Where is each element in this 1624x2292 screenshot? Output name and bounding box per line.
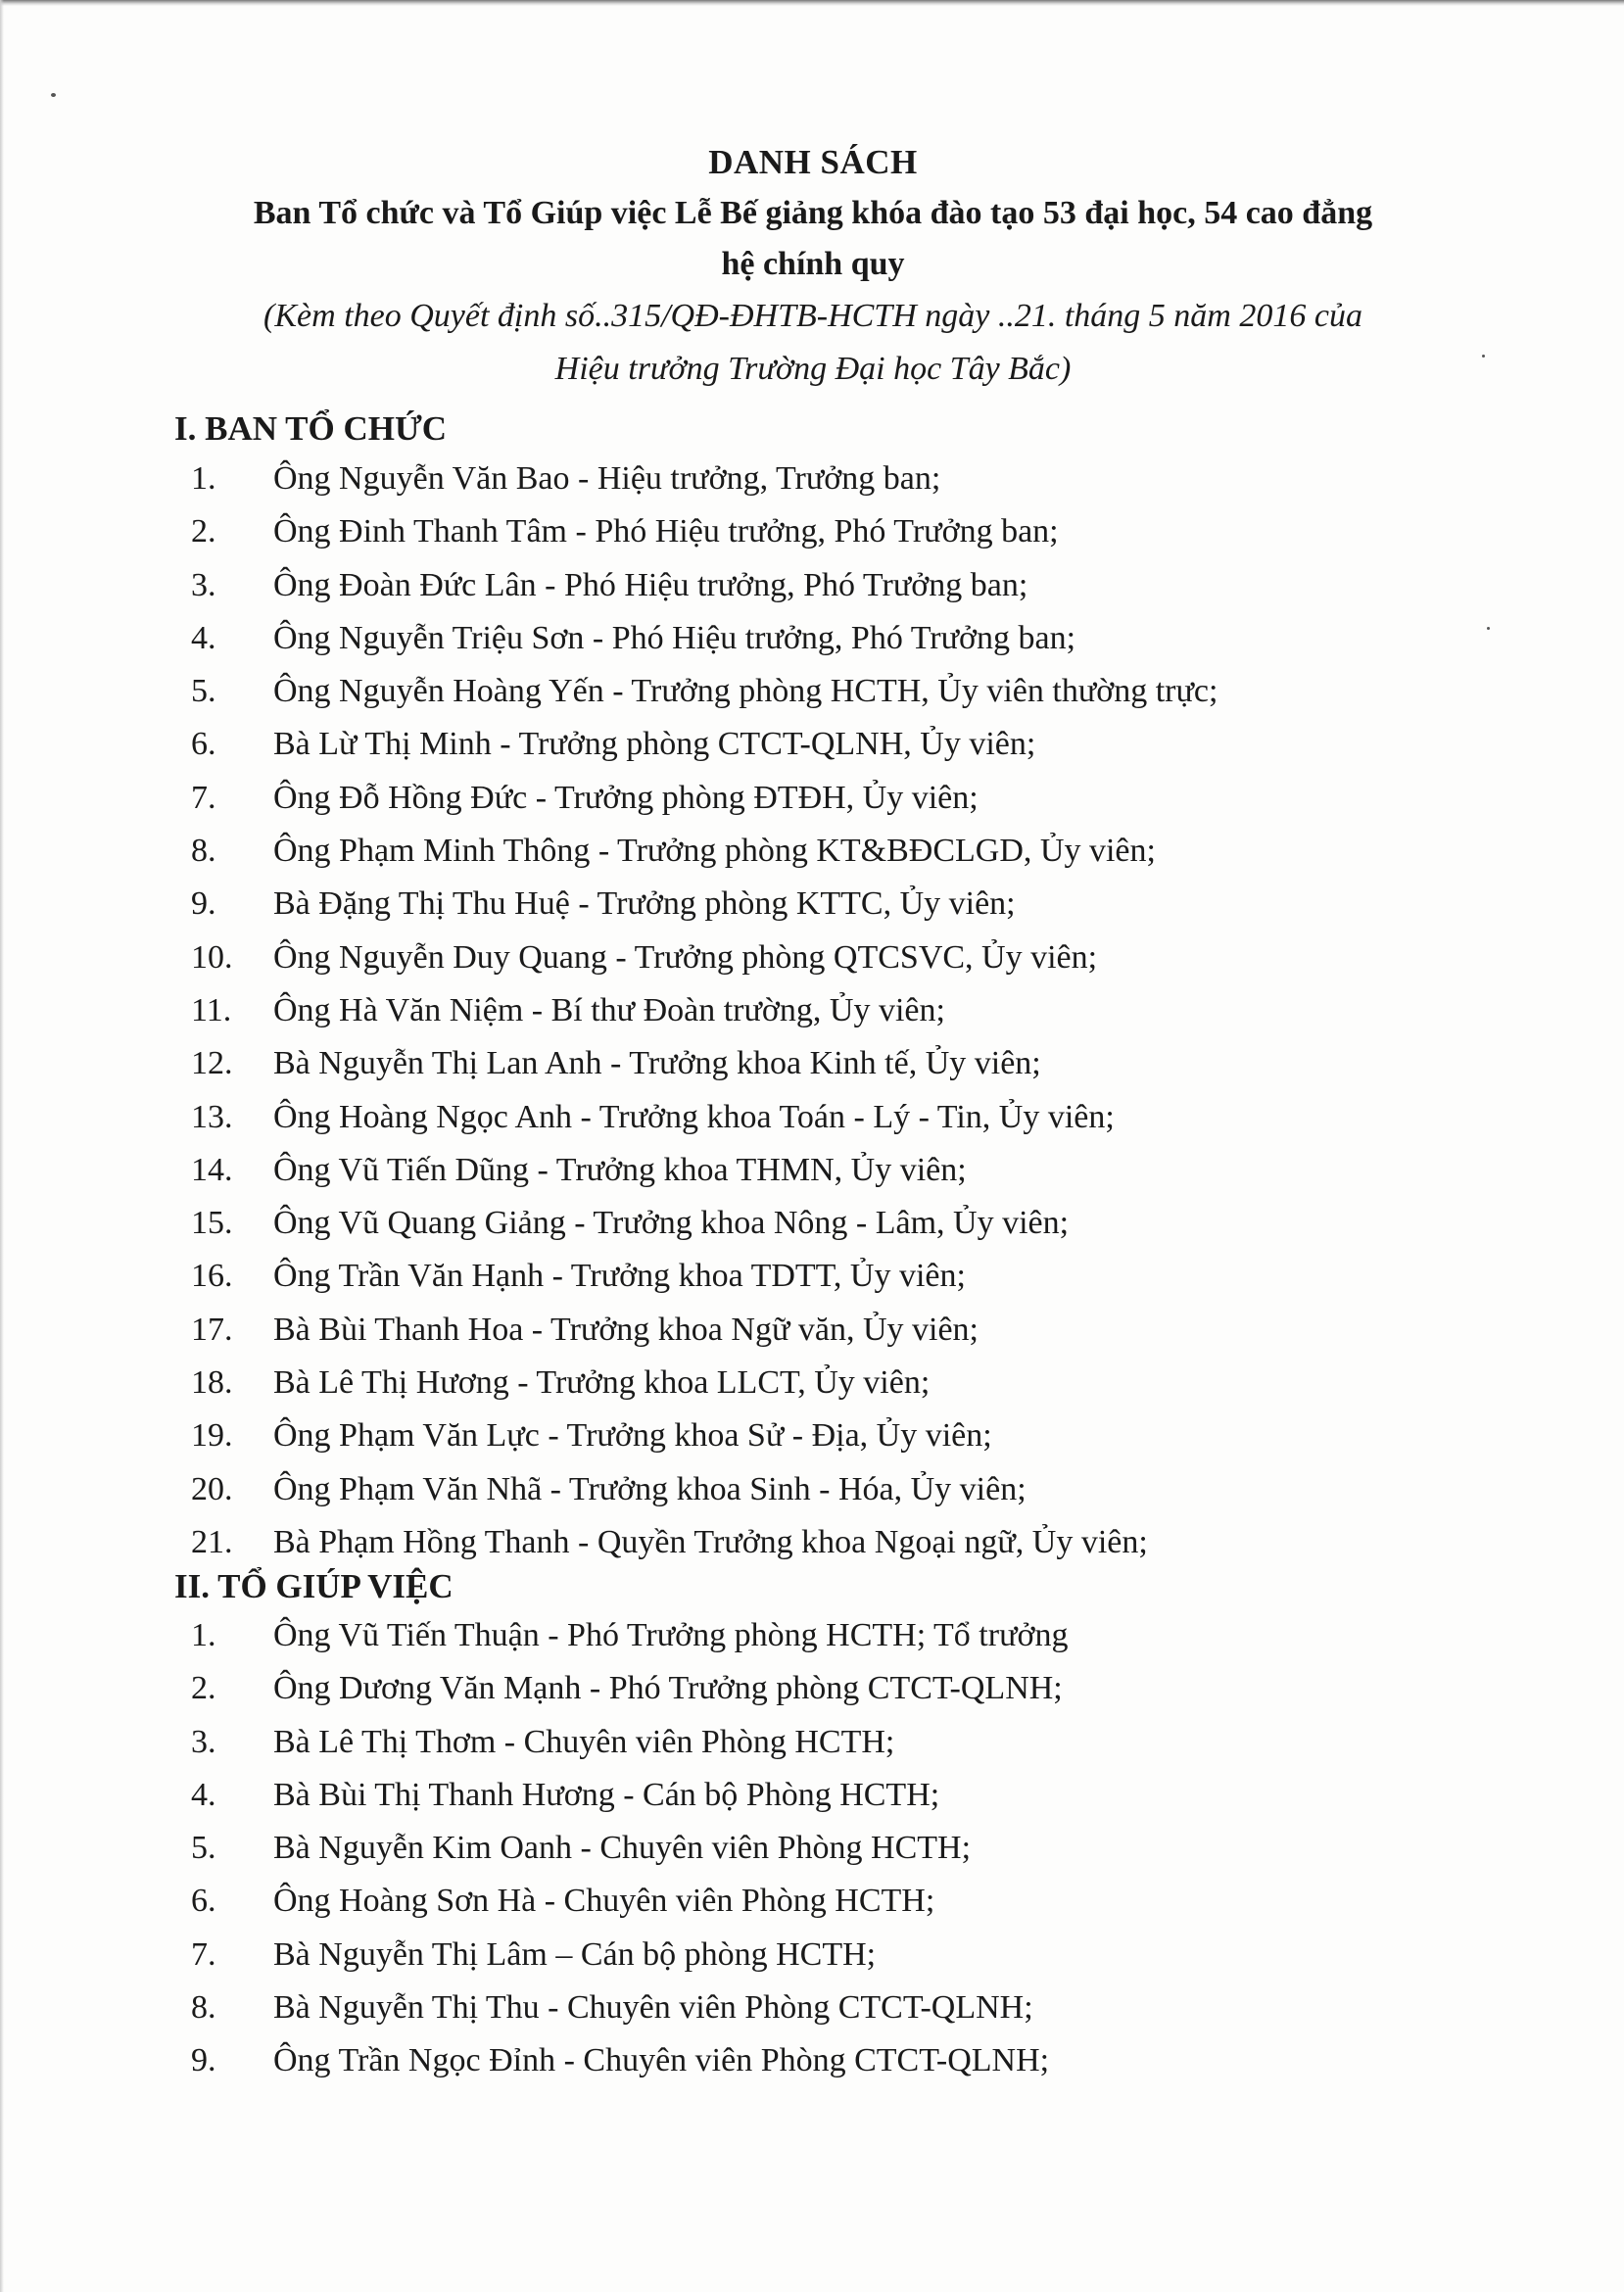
organizing-committee-list: [191, 453, 1218, 1569]
support-team-list-item: [191, 1929, 1068, 1982]
member-entry: Ông Phạm Văn Lực - Trưởng khoa Sử - Địa, Ủy viên;: [273, 1417, 992, 1455]
item-number: 9.: [191, 2042, 216, 2079]
member-entry: Ông Nguyễn Duy Quang - Trưởng phòng QTCSVC, Ủy viên;: [273, 938, 1098, 976]
item-number: 6.: [191, 726, 216, 763]
support-team-list-item: [191, 1662, 1068, 1715]
item-number: 14.: [191, 1151, 233, 1188]
scan-speck: [1482, 355, 1485, 358]
member-entry: Ông Đỗ Hồng Đức - Trưởng phòng ĐTĐH, Ủy viên;: [273, 779, 979, 816]
organizing-committee-list-item: [191, 1091, 1218, 1144]
item-number: 11.: [191, 991, 232, 1028]
organizing-committee-list-item: [191, 718, 1218, 771]
member-entry: Ông Nguyễn Hoàng Yến - Trưởng phòng HCTH, Ủy viên thường trực;: [273, 673, 1218, 710]
document-header: [147, 137, 1479, 396]
scan-speck: [1487, 627, 1490, 630]
organizing-committee-list-item: [191, 453, 1218, 505]
item-number: 2.: [191, 513, 216, 550]
organizing-committee-list-item: [191, 825, 1218, 878]
member-entry: Bà Đặng Thị Thu Huệ - Trưởng phòng KTTC, Ủy viên;: [273, 885, 1016, 923]
member-entry: Ông Trần Ngọc Đỉnh - Chuyên viên Phòng CTCT-QLNH;: [273, 2042, 1050, 2079]
member-entry: Bà Lừ Thị Minh - Trưởng phòng CTCT-QLNH, Ủy viên;: [273, 726, 1036, 763]
organizing-committee-list-item: [191, 612, 1218, 665]
organizing-committee-list-item: [191, 1250, 1218, 1303]
item-number: 5.: [191, 1830, 216, 1867]
member-entry: Ông Đoàn Đức Lân - Phó Hiệu trưởng, Phó Trưởng ban;: [273, 566, 1028, 603]
support-team-list-item: [191, 1609, 1068, 1662]
organizing-committee-list-item: [191, 1357, 1218, 1409]
member-entry: Bà Nguyễn Thị Lan Anh - Trưởng khoa Kinh tế, Ủy viên;: [273, 1045, 1041, 1082]
member-entry: Bà Lê Thị Hương - Trưởng khoa LLCT, Ủy viên;: [273, 1364, 931, 1402]
member-entry: Bà Phạm Hồng Thanh - Quyền Trưởng khoa Ngoại ngữ, Ủy viên;: [273, 1523, 1148, 1560]
decision-reference-continued: Hiệu trưởng Trường Đại học Tây Bắc): [554, 351, 1072, 387]
item-number: 7.: [191, 779, 216, 816]
organizing-committee-list-item: [191, 665, 1218, 718]
document-subtitle: Ban Tổ chức và Tổ Giúp việc Lễ Bế giảng khóa đào tạo 53 đại học, 54 cao đẳng: [253, 195, 1373, 231]
organizing-committee-list-item: [191, 1197, 1218, 1250]
item-number: 16.: [191, 1258, 233, 1295]
item-number: 4.: [191, 1776, 216, 1813]
item-number: 6.: [191, 1883, 216, 1920]
item-number: 10.: [191, 938, 233, 976]
member-entry: Ông Đinh Thanh Tâm - Phó Hiệu trưởng, Phó Trưởng ban;: [273, 513, 1059, 550]
member-entry: Bà Nguyễn Kim Oanh - Chuyên viên Phòng HCTH;: [273, 1830, 972, 1867]
organizing-committee-list-item: [191, 931, 1218, 984]
organizing-committee-list-item: [191, 984, 1218, 1037]
member-entry: Ông Hoàng Sơn Hà - Chuyên viên Phòng HCTH;: [273, 1883, 935, 1920]
item-number: 8.: [191, 1989, 216, 2027]
item-number: 18.: [191, 1364, 233, 1402]
member-entry: Ông Trần Văn Hạnh - Trưởng khoa TDTT, Ủy viên;: [273, 1258, 966, 1295]
organizing-committee-list-item: [191, 1144, 1218, 1197]
member-entry: Bà Bùi Thị Thanh Hương - Cán bộ Phòng HCTH;: [273, 1776, 940, 1813]
item-number: 12.: [191, 1045, 233, 1082]
support-team-list-item: [191, 2034, 1068, 2087]
organizing-committee-list-item: [191, 559, 1218, 612]
item-number: 20.: [191, 1470, 233, 1507]
scan-top-edge: [0, 0, 1624, 6]
member-entry: Ông Nguyễn Triệu Sơn - Phó Hiệu trưởng, Phó Trưởng ban;: [273, 619, 1076, 656]
decision-reference: (Kèm theo Quyết định số..315/QĐ-ĐHTB-HCTH ngày ..21. tháng 5 năm 2016 của: [263, 298, 1362, 334]
section-heading-support-team: II. TỔ GIÚP VIỆC: [174, 1567, 454, 1605]
member-entry: Ông Vũ Quang Giảng - Trưởng khoa Nông - Lâm, Ủy viên;: [273, 1205, 1070, 1242]
organizing-committee-list-item: [191, 1409, 1218, 1462]
item-number: 13.: [191, 1098, 233, 1135]
member-entry: Ông Vũ Tiến Dũng - Trưởng khoa THMN, Ủy viên;: [273, 1151, 967, 1188]
member-entry: Ông Dương Văn Mạnh - Phó Trưởng phòng CTCT-QLNH;: [273, 1670, 1063, 1707]
item-number: 17.: [191, 1311, 233, 1348]
organizing-committee-list-item: [191, 1037, 1218, 1090]
support-team-list-item: [191, 1716, 1068, 1769]
organizing-committee-list-item: [191, 1463, 1218, 1516]
item-number: 2.: [191, 1670, 216, 1707]
support-team-list-item: [191, 1822, 1068, 1875]
section-heading-organizing-committee: I. BAN TỔ CHỨC: [174, 409, 448, 448]
item-number: 15.: [191, 1205, 233, 1242]
support-team-list-item: [191, 1875, 1068, 1928]
item-number: 9.: [191, 885, 216, 923]
item-number: 21.: [191, 1523, 233, 1560]
organizing-committee-list-item: [191, 878, 1218, 931]
member-entry: Bà Nguyễn Thị Lâm – Cán bộ phòng HCTH;: [273, 1935, 877, 1973]
document-title: DANH SÁCH: [708, 143, 918, 181]
organizing-committee-list-item: [191, 1304, 1218, 1357]
member-entry: Bà Bùi Thanh Hoa - Trưởng khoa Ngữ văn, Ủy viên;: [273, 1311, 979, 1348]
support-team-list-item: [191, 1982, 1068, 2034]
member-entry: Bà Lê Thị Thơm - Chuyên viên Phòng HCTH;: [273, 1723, 895, 1760]
member-entry: Ông Hà Văn Niệm - Bí thư Đoàn trường, Ủy viên;: [273, 991, 945, 1028]
organizing-committee-list-item: [191, 772, 1218, 825]
support-team-list: [191, 1609, 1068, 2088]
item-number: 4.: [191, 619, 216, 656]
item-number: 3.: [191, 566, 216, 603]
scan-speck: [51, 93, 56, 97]
item-number: 1.: [191, 460, 216, 497]
support-team-list-item: [191, 1769, 1068, 1822]
item-number: 1.: [191, 1617, 216, 1653]
member-entry: Bà Nguyễn Thị Thu - Chuyên viên Phòng CTCT-QLNH;: [273, 1989, 1033, 2027]
member-entry: Ông Phạm Văn Nhã - Trưởng khoa Sinh - Hóa, Ủy viên;: [273, 1470, 1027, 1507]
item-number: 3.: [191, 1723, 216, 1760]
organizing-committee-list-item: [191, 505, 1218, 558]
item-number: 8.: [191, 833, 216, 870]
scan-left-edge: [0, 0, 4, 2292]
item-number: 7.: [191, 1935, 216, 1973]
item-number: 5.: [191, 673, 216, 710]
member-entry: Ông Vũ Tiến Thuận - Phó Trưởng phòng HCTH; Tổ trưởng: [273, 1617, 1069, 1653]
member-entry: Ông Hoàng Ngọc Anh - Trưởng khoa Toán - Lý - Tin, Ủy viên;: [273, 1098, 1115, 1135]
member-entry: Ông Nguyễn Văn Bao - Hiệu trưởng, Trưởng ban;: [273, 460, 941, 497]
document-subtitle-continued: hệ chính quy: [721, 246, 905, 282]
item-number: 19.: [191, 1417, 233, 1455]
member-entry: Ông Phạm Minh Thông - Trưởng phòng KT&BĐCLGD, Ủy viên;: [273, 833, 1156, 870]
